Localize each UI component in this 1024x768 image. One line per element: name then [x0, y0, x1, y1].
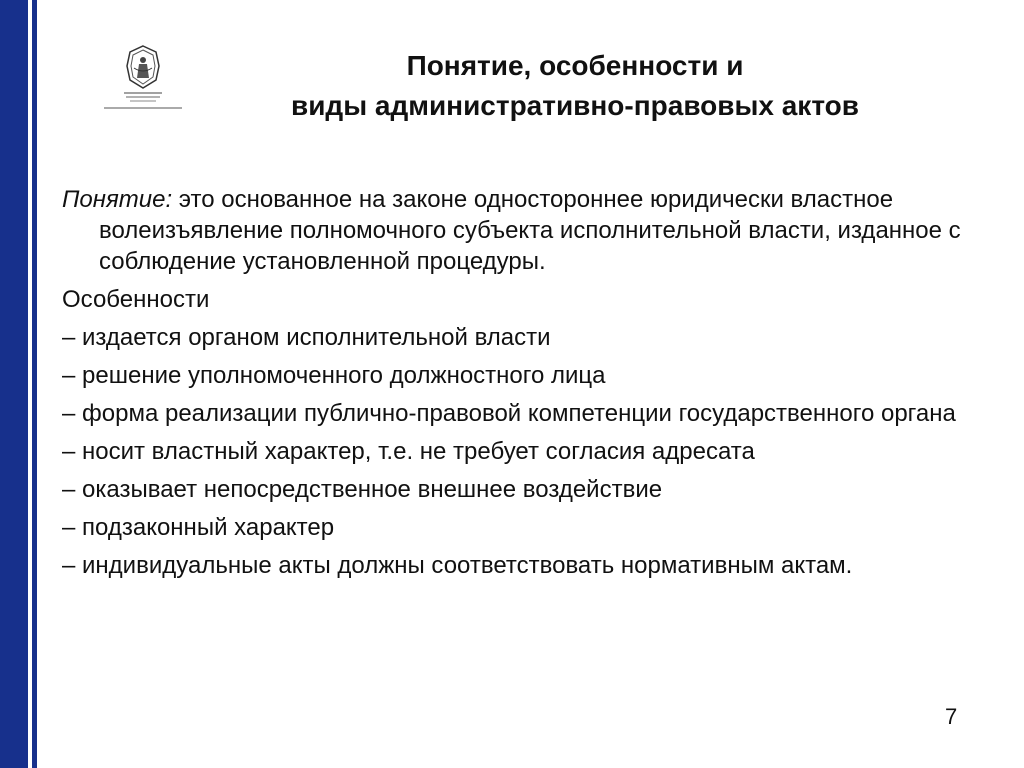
- features-heading: Особенности: [62, 286, 210, 313]
- page-number: 7: [945, 704, 958, 729]
- university-crest-icon: [104, 44, 182, 110]
- definition-term: Понятие:: [62, 186, 173, 213]
- slide-title-line-1: Понятие, особенности и: [406, 50, 744, 81]
- feature-item: – решение уполномоченного должностного лица: [62, 362, 606, 389]
- left-accent-line: [32, 0, 37, 768]
- slide-body: [62, 184, 962, 588]
- definition-paragraph: [62, 184, 962, 277]
- slide-title: [195, 46, 955, 126]
- feature-item: – форма реализации публично-правовой компетенции государственного органа: [62, 400, 956, 427]
- feature-item: – издается органом исполнительной власти: [62, 324, 551, 351]
- definition-text: это основанное на законе одностороннее юридически властное волеизъявление полномочного субъекта исполнительной власти, изданное с соблюдение установленной процедуры.: [99, 186, 961, 275]
- feature-item: – оказывает непосредственное внешнее воздействие: [62, 476, 663, 503]
- left-accent-bar: [0, 0, 28, 768]
- feature-item: – носит властный характер, т.е. не требует согласия адресата: [62, 438, 755, 465]
- feature-item: – индивидуальные акты должны соответствовать нормативным актам.: [62, 552, 853, 579]
- slide-title-line-2: виды административно-правовых актов: [291, 90, 859, 121]
- feature-item: – подзаконный характер: [62, 514, 335, 541]
